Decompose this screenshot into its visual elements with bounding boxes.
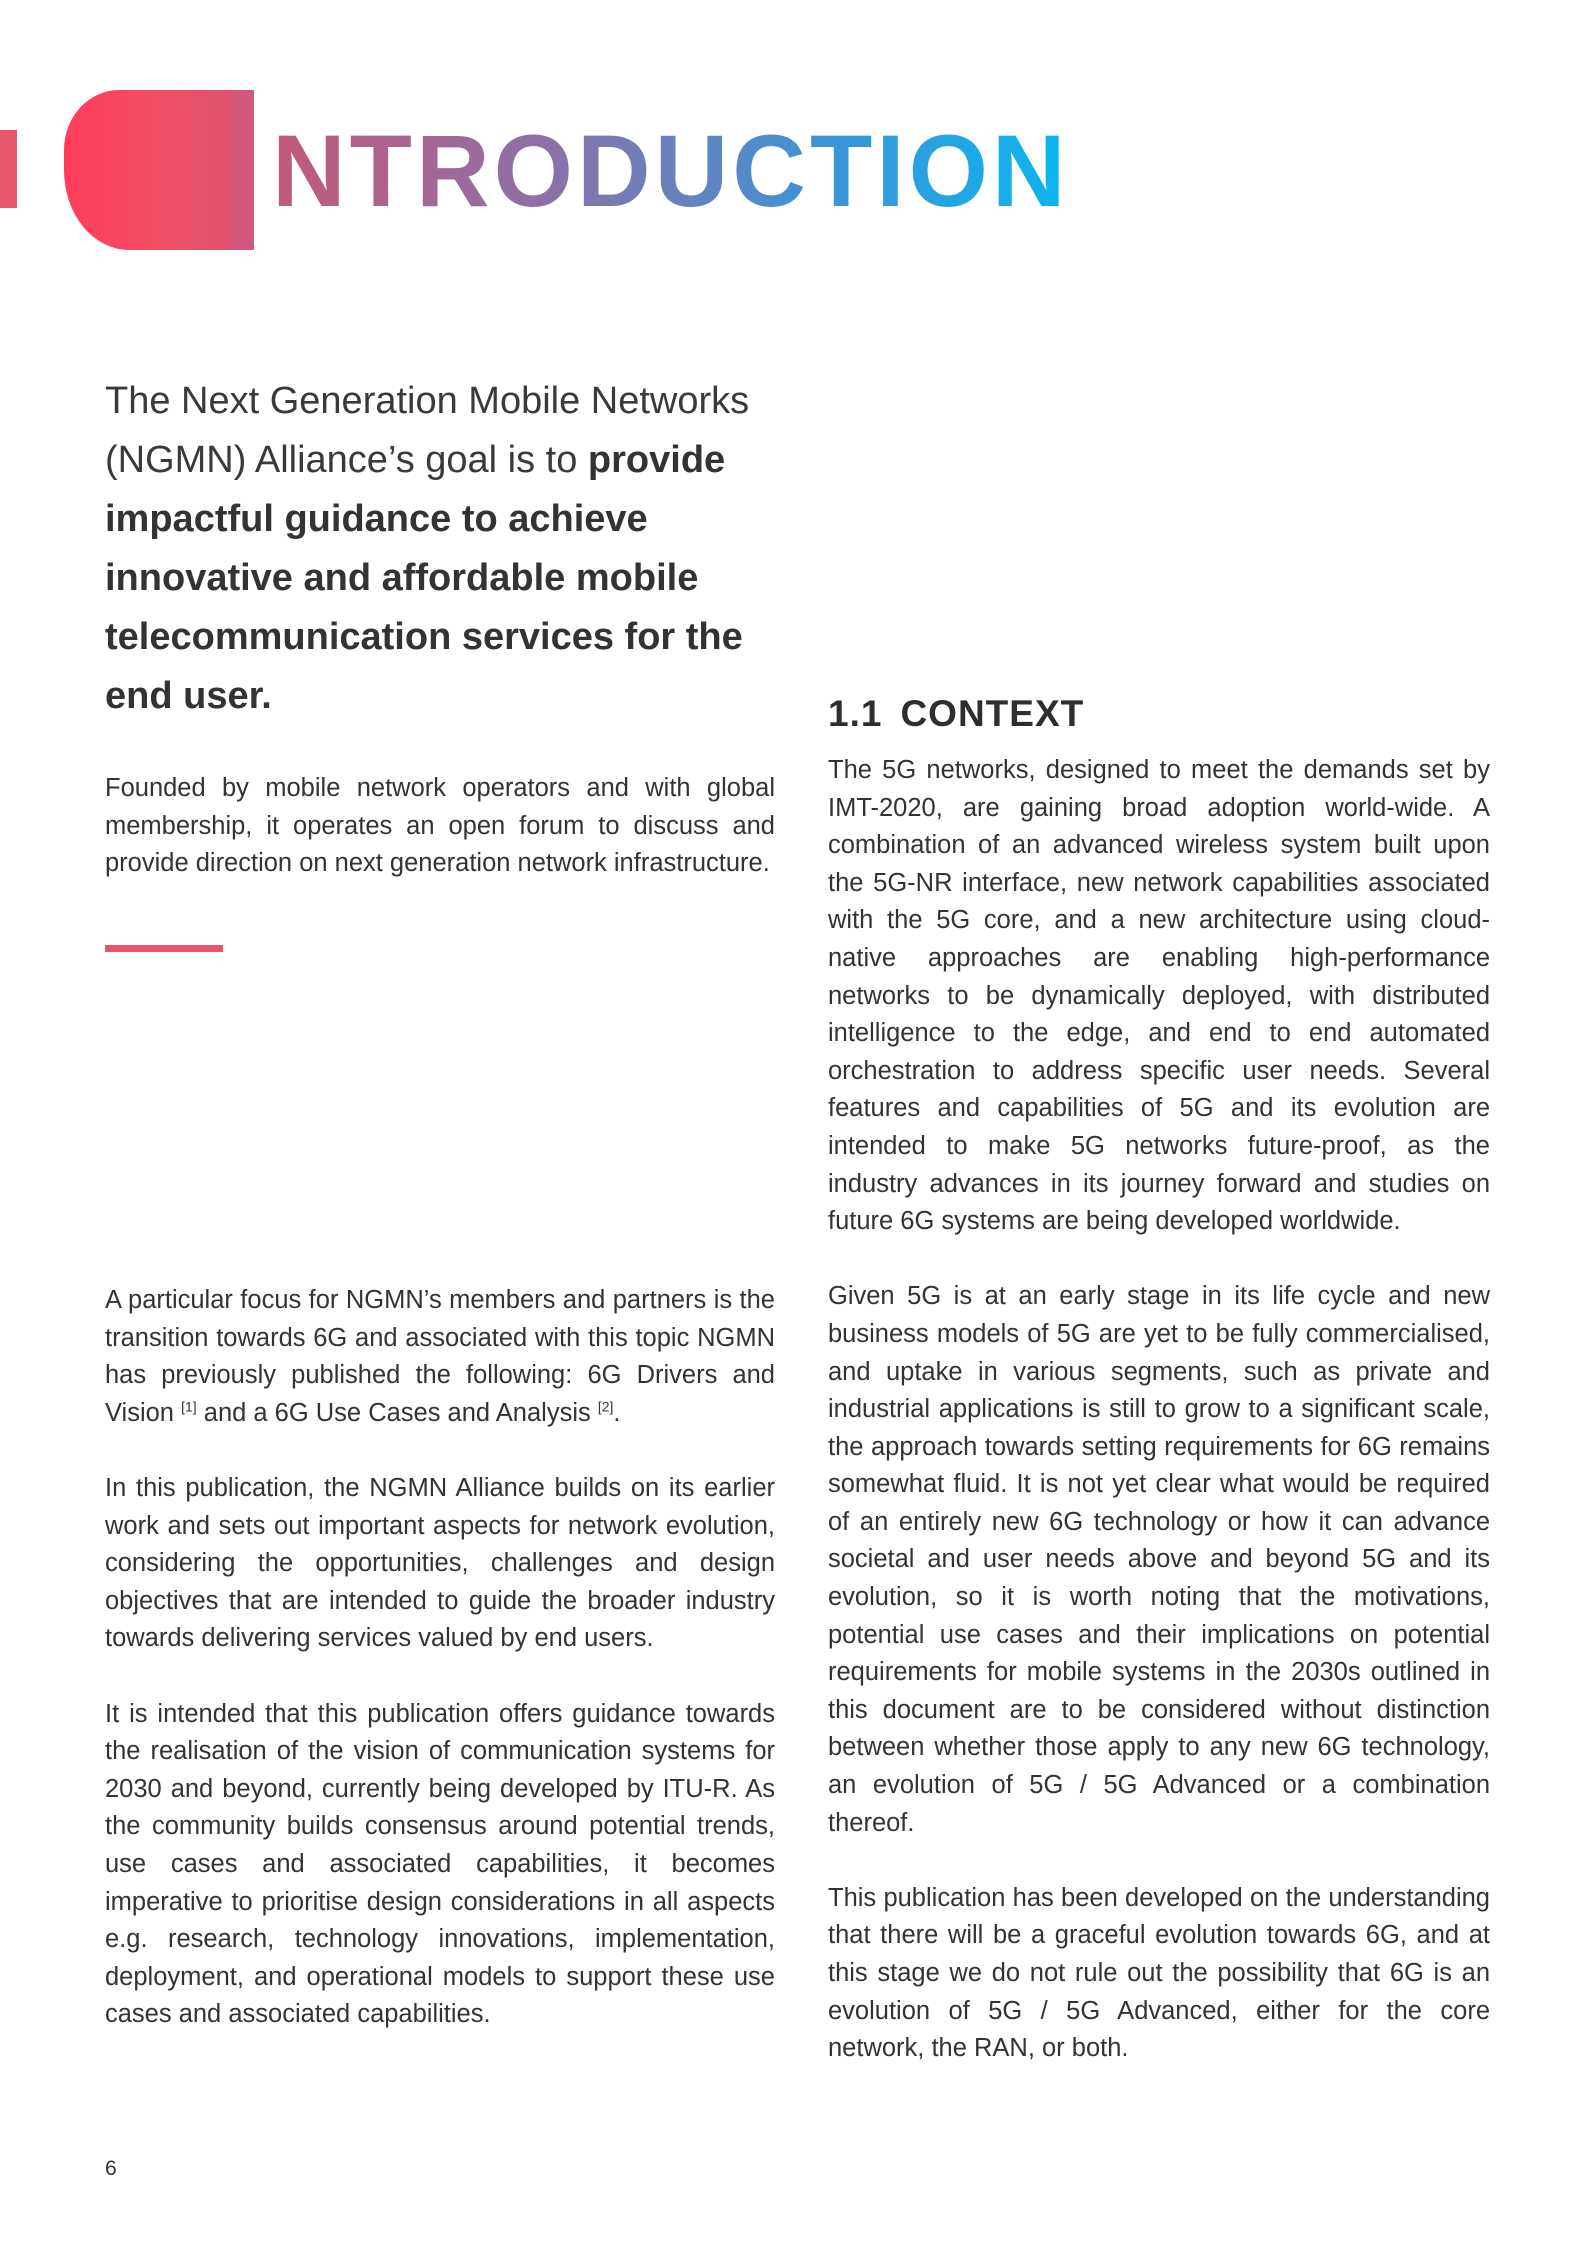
section-title: CONTEXT	[900, 693, 1085, 734]
intent-paragraph: It is intended that this publication offers guidance towards the realisation of the vision of communication systems for 2030 and beyond, currently being developed by ITU-R. As the community builds consensus around potential trends, use cases and associated capabilities, it becomes imperative to prioritise design considerations in all aspects e.g. research, technology innovations, implementation, deployment, and operational models to support these use cases and associated capabilities.	[105, 1699, 775, 2029]
page-number: 6	[105, 2157, 117, 2180]
context-paragraph-3: This publication has been developed on the understanding that there will be a graceful evolution towards 6G, and at this stage we do not rule out the possibility that 6G is an evolution of 5G / 5G Advanced, either for the core network, the RAN, or both.	[828, 1883, 1490, 2063]
context-paragraph-1: The 5G networks, designed to meet the demands set by IMT-2020, are gaining broad adoption world-wide. A combination of an advanced wireless system built upon the 5G-NR interface, new network capabilities associated with the 5G core, and a new architecture using cloud-native approaches are enabling high-performance networks to be dynamically deployed, with distributed intelligence to the edge, and end to end automated orchestration to address specific user needs. Several features and capabilities of 5G and its evolution are intended to make 5G networks future-proof, as the industry advances in its journey forward and studies on future 6G systems are being developed worldwide.	[828, 756, 1490, 1236]
focus-paragraph	[105, 1282, 775, 1432]
publication-paragraph: In this publication, the NGMN Alliance builds on its earlier work and sets out important aspects for network evolution, considering the opportunities, challenges and design objectives that are intended to guide the broader industry towards delivering services valued by end users.	[105, 1473, 775, 1653]
intro-paragraph: Founded by mobile network operators and with global membership, it operates an open forum to discuss and provide direction on next generation network infrastructure.	[105, 774, 775, 878]
left-accent-bar	[0, 130, 17, 208]
ngmn-logo-mark	[64, 90, 254, 250]
reference-1: [1]	[181, 1398, 197, 1415]
focus-text-1: A particular focus for NGMN’s members and partners is the transition towards 6G and associated with this topic NGMN has previously published the following: 6G Drivers and Vision	[105, 1286, 775, 1427]
focus-text-2: and a 6G Use Cases and Analysis	[203, 1398, 591, 1427]
lead-plain: The Next Generation Mobile Networks (NGMN) Alliance’s goal is to	[105, 380, 750, 481]
context-paragraph-2: Given 5G is at an early stage in its life cycle and new business models of 5G are yet to be fully commercialised, and uptake in various segments, such as private and industrial applications is still to grow to a significant scale, the approach towards setting requirements for 6G remains somewhat fluid. It is not yet clear what would be required of an entirely new 6G technology or how it can advance societal and user needs above and beyond 5G and its evolution, so it is worth noting that the motivations, potential use cases and their implications on potential requirements for mobile systems in the 2030s outlined in this document are to be considered without distinction between whether those apply to any new 6G technology, an evolution of 5G / 5G Advanced or a combination thereof.	[828, 1282, 1490, 1837]
left-body	[105, 1282, 775, 2034]
left-column	[105, 372, 775, 2029]
reference-2: [2]	[597, 1398, 614, 1415]
right-column	[828, 690, 1490, 2068]
section-number: 1.1	[828, 693, 883, 734]
accent-divider	[105, 945, 223, 952]
section-heading	[828, 690, 1490, 738]
chapter-title: NTRODUCTION	[272, 110, 1070, 232]
focus-text-3: .	[613, 1398, 621, 1427]
lead-statement	[105, 372, 775, 726]
lead-bold: provide impactful guidance to achieve innovative and affordable mobile telecommunication services for the end user.	[105, 439, 743, 717]
